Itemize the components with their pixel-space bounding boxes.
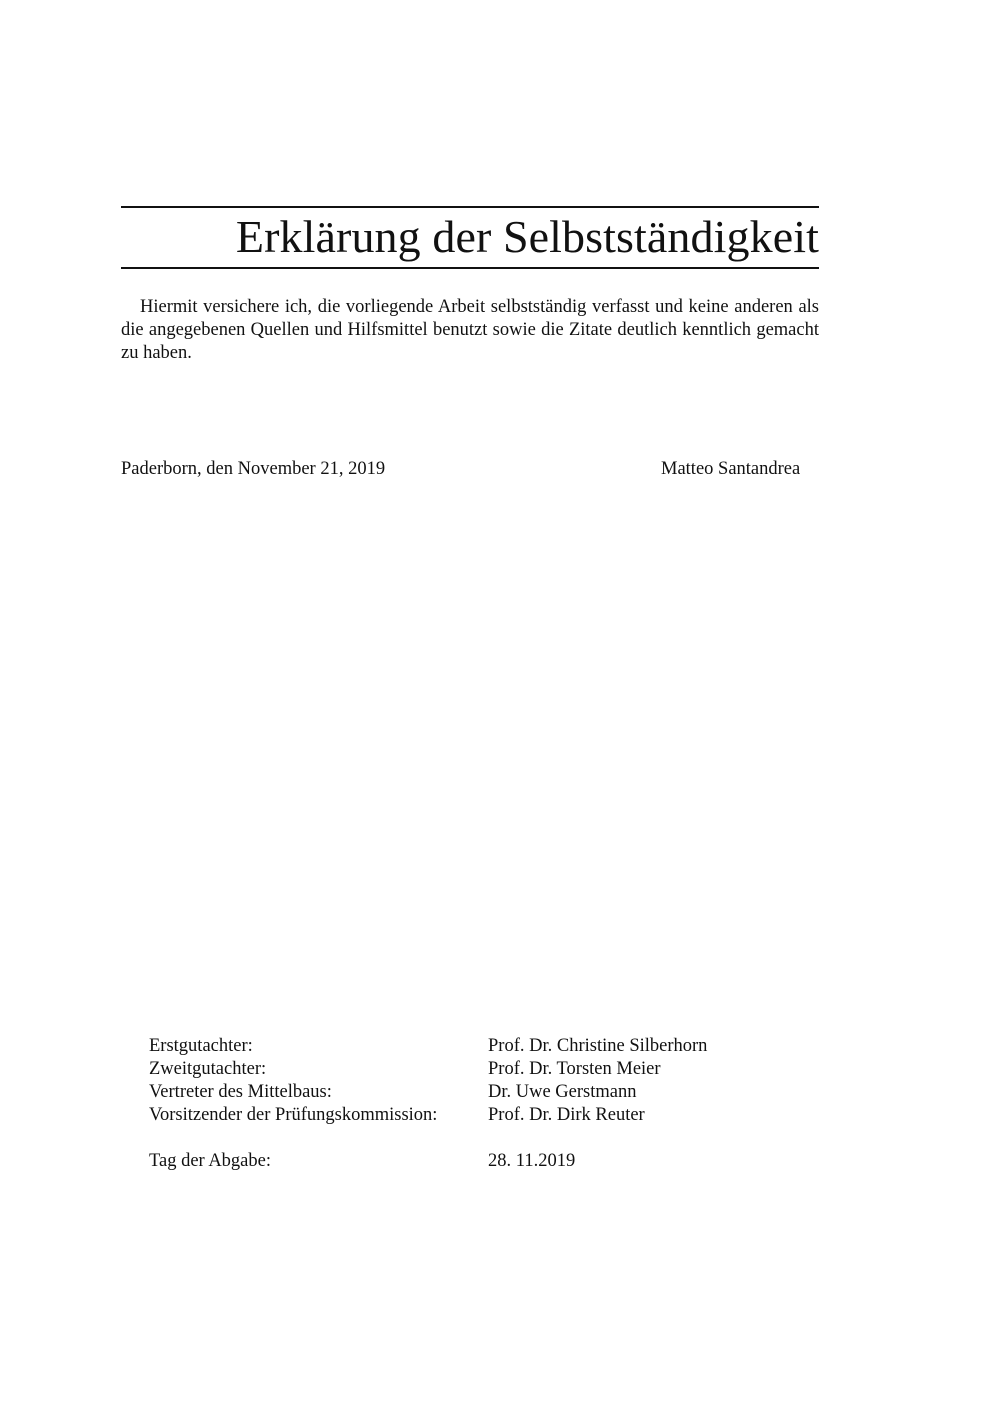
committee-label: Vorsitzender der Prüfungskommission: xyxy=(149,1105,438,1125)
committee-row-chair xyxy=(149,1104,707,1127)
committee-row-representative xyxy=(149,1081,707,1104)
committee-table xyxy=(149,1035,707,1173)
committee-value: Prof. Dr. Christine Silberhorn xyxy=(488,1036,708,1056)
page-title: Erklärung der Selbstständigkeit xyxy=(235,211,819,262)
committee-label: Zweitgutachter: xyxy=(149,1059,267,1079)
place-and-date: Paderborn, den November 21, 2019 xyxy=(121,459,386,479)
committee-label: Erstgutachter: xyxy=(149,1036,253,1056)
submission-date-row xyxy=(149,1150,707,1173)
committee-value: Prof. Dr. Torsten Meier xyxy=(488,1059,661,1079)
committee-row-second-reviewer xyxy=(149,1058,707,1081)
committee-value: Dr. Uwe Gerstmann xyxy=(488,1082,637,1102)
committee-value: Prof. Dr. Dirk Reuter xyxy=(488,1105,645,1125)
submission-value: 28. 11.2019 xyxy=(488,1151,576,1171)
declaration-text: Hiermit versichere ich, die vorliegende Arbeit selbstständig verfasst und keine anderen als die angegebenen Quellen und Hilfsmittel benutzt sowie die Zitate deutlich kenntlich gemacht zu haben. xyxy=(121,297,819,363)
submission-label: Tag der Abgabe: xyxy=(149,1151,271,1171)
committee-label: Vertreter des Mittelbaus: xyxy=(149,1082,332,1102)
title-rule-bottom xyxy=(121,267,819,269)
author-name: Matteo Santandrea xyxy=(661,459,801,479)
committee-row-first-reviewer xyxy=(149,1035,707,1058)
